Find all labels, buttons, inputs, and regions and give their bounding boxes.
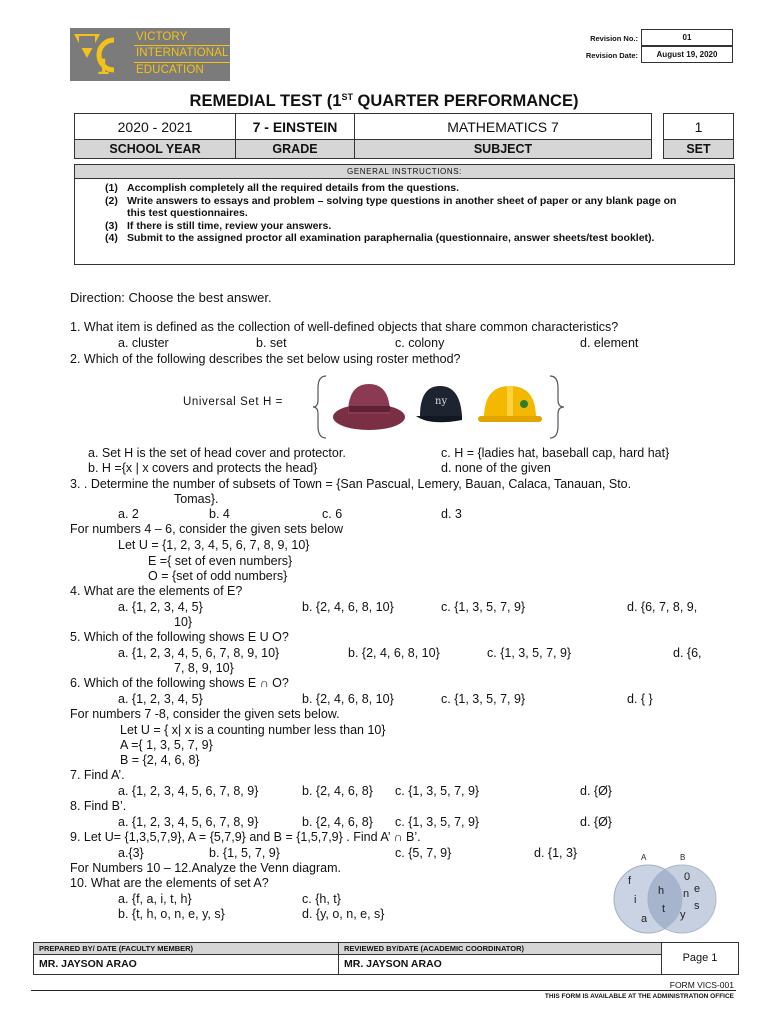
hard-hat-icon (478, 386, 542, 422)
q3-option-a: a. 2 (118, 507, 139, 521)
question-8: 8. Find B’. (70, 799, 127, 813)
logo-text (134, 28, 230, 81)
revision-date-value: August 19, 2020 (641, 46, 733, 63)
set-u-2: Let U = { x| x is a counting number less than 10} (120, 723, 386, 737)
set-value: 1 (663, 113, 734, 140)
logo-digit: 1 (97, 54, 110, 79)
instruction-item: (1) Accomplish completely all the required details from the questions. (105, 182, 459, 194)
page-title: REMEDIAL TEST (1ST QUARTER PERFORMANCE) (189, 92, 579, 110)
venn-element: n (683, 888, 690, 900)
prepared-by-name: MR. JAYSON ARAO (39, 958, 137, 970)
set-a: A ={ 1, 3, 5, 7, 9} (120, 738, 213, 752)
q5-option-c: c. {1, 3, 5, 7, 9} (487, 646, 572, 660)
question-2: 2. Which of the following describes the set below using roster method? (70, 352, 461, 366)
question-1: 1. What item is defined as the collection of well-defined objects that share common characteristics? (70, 320, 619, 334)
q5-option-d-cont: 7, 8, 9, 10} (174, 661, 234, 675)
question-10: 10. What are the elements of set A? (70, 876, 269, 890)
q8-option-c: c. {1, 3, 5, 7, 9} (395, 815, 480, 829)
set-label: SET (663, 139, 734, 159)
venn-label-b: B (680, 853, 686, 862)
q1-option-b: b. set (256, 336, 287, 350)
q7-option-d: d. {Ø} (580, 784, 612, 798)
logo-mark-icon (70, 28, 134, 81)
venn-element: t (662, 903, 666, 915)
venn-diagram (608, 848, 728, 940)
set-o: O = {set of odd numbers} (148, 569, 288, 583)
q8-option-a: a. {1, 2, 3, 4, 5, 6, 7, 8, 9} (118, 815, 259, 829)
q5-option-d: d. {6, (673, 646, 702, 660)
q4-option-a: a. {1, 2, 3, 4, 5} (118, 600, 203, 614)
revision-no-value: 01 (641, 29, 733, 46)
set-b: B = {2, 4, 6, 8} (120, 753, 200, 767)
universal-set-label: Universal Set H = (183, 396, 283, 408)
q4-option-c: c. {1, 3, 5, 7, 9} (441, 600, 526, 614)
logo-line: EDUCATION (136, 63, 204, 76)
question-5: 5. Which of the following shows E U O? (70, 630, 289, 644)
instruction-item: (2) Write answers to essays and problem – solving type questions in another sheet of paper or any blank page on this test questionnaires. (105, 194, 677, 220)
question-4: 4. What are the elements of E? (70, 584, 243, 598)
sets-intro-4-6: For numbers 4 – 6, consider the given sets below (70, 522, 344, 536)
revision-date-label: Revision Date: (585, 51, 638, 60)
q9-option-a: a.{3} (118, 846, 144, 860)
svg-text:ny: ny (435, 396, 448, 407)
hats-set-figure (312, 374, 568, 440)
q3-option-b: b. 4 (209, 507, 230, 521)
q5-option-a: a. {1, 2, 3, 4, 5, 6, 7, 8, 9, 10} (118, 646, 280, 660)
q6-option-a: a. {1, 2, 3, 4, 5} (118, 692, 203, 706)
logo-line: INTERNATIONAL (134, 46, 230, 62)
venn-element: a (641, 913, 648, 925)
q3-option-c: c. 6 (322, 507, 343, 521)
school-year-value: 2020 - 2021 (74, 113, 236, 140)
q2-option-d: d. none of the given (441, 461, 551, 475)
form-code: FORM VICS-001 (669, 980, 734, 990)
reviewed-by-label: REVIEWED BY/DATE (ACADEMIC COORDINATOR) (339, 943, 661, 955)
q5-option-b: b. {2, 4, 6, 8, 10} (348, 646, 440, 660)
venn-element: 0 (684, 871, 691, 883)
page-number: Page 1 (661, 942, 739, 975)
subject-label: SUBJECT (354, 139, 652, 159)
q7-option-a: a. {1, 2, 3, 4, 5, 6, 7, 8, 9} (118, 784, 259, 798)
q1-option-c: c. colony (395, 336, 445, 350)
venn-element: y (680, 909, 686, 921)
form-availability-note: THIS FORM IS AVAILABLE AT THE ADMINISTRATION OFFICE (544, 993, 734, 1000)
logo-line: VICTORY (134, 30, 230, 46)
q9-option-c: c. {5, 7, 9} (395, 846, 452, 860)
q6-option-c: c. {1, 3, 5, 7, 9} (441, 692, 526, 706)
set-u: Let U = {1, 2, 3, 4, 5, 6, 7, 8, 9, 10} (118, 538, 310, 552)
reviewed-by-name: MR. JAYSON ARAO (344, 958, 442, 970)
baseball-cap-icon (416, 386, 462, 422)
q9-option-d: d. {1, 3} (534, 846, 578, 860)
venn-intro: For Numbers 10 – 12.Analyze the Venn diagram. (70, 861, 341, 875)
q4-option-b: b. {2, 4, 6, 8, 10} (302, 600, 394, 614)
revision-no-label: Revision No.: (590, 34, 638, 43)
venn-element: f (628, 875, 632, 887)
footer-divider (31, 990, 736, 991)
school-year-label: SCHOOL YEAR (74, 139, 236, 159)
instruction-item: (4) Submit to the assigned proctor all examination paraphernalia (questionnaire, answer sheets/test booklet). (105, 232, 655, 245)
grade-value: 7 - EINSTEIN (235, 113, 355, 140)
q6-option-d: d. { } (627, 692, 653, 706)
venn-element: i (634, 894, 637, 906)
question-6: 6. Which of the following shows E ∩ O? (70, 676, 289, 690)
q2-option-b: b. H ={x | x covers and protects the head} (88, 461, 318, 475)
school-logo (70, 28, 230, 81)
question-9: 9. Let U= {1,3,5,7,9}, A = {5,7,9} and B = {1,5,7,9} . Find A’ ∩ B’. (70, 830, 421, 844)
q7-option-b: b. {2, 4, 6, 8} (302, 784, 373, 798)
prepared-by-label: PREPARED BY/ DATE (FACULTY MEMBER) (34, 943, 338, 955)
venn-element: s (694, 900, 700, 912)
instructions-heading: GENERAL INSTRUCTIONS: (75, 165, 734, 179)
reviewed-by-cell (338, 942, 662, 975)
sets-intro-7-8: For numbers 7 -8, consider the given sets below. (70, 707, 340, 721)
venn-label-a: A (641, 853, 647, 862)
question-3: 3. . Determine the number of subsets of Town = {San Pascual, Lemery, Bauan, Calaca, Tanauan, Sto. (70, 477, 632, 491)
venn-element: h (658, 885, 665, 897)
set-e: E ={ set of even numbers} (148, 554, 293, 568)
q8-option-b: b. {2, 4, 6, 8} (302, 815, 373, 829)
q8-option-d: d. {Ø} (580, 815, 612, 829)
q7-option-c: c. {1, 3, 5, 7, 9} (395, 784, 480, 798)
q6-option-b: b. {2, 4, 6, 8, 10} (302, 692, 394, 706)
q2-option-a: a. Set H is the set of head cover and protector. (88, 446, 346, 460)
q3-option-d: d. 3 (441, 507, 462, 521)
q1-option-d: d. element (580, 336, 639, 350)
subject-value: MATHEMATICS 7 (354, 113, 652, 140)
q10-option-c: c. {h, t} (302, 892, 341, 906)
q4-option-d: d. {6, 7, 8, 9, (627, 600, 698, 614)
q1-option-a: a. cluster (118, 336, 169, 350)
question-3-cont: Tomas}. (174, 492, 219, 506)
general-instructions (74, 164, 735, 265)
grade-label: GRADE (235, 139, 355, 159)
prepared-by-cell (33, 942, 339, 975)
q10-option-d: d. {y, o, n, e, s} (302, 907, 385, 921)
q4-option-d-cont: 10} (174, 615, 193, 629)
direction: Direction: Choose the best answer. (70, 290, 272, 305)
instruction-item: (3) If there is still time, review your answers. (105, 219, 332, 232)
venn-element: e (694, 883, 701, 895)
ladies-hat-icon (333, 384, 405, 430)
question-7: 7. Find A’. (70, 768, 125, 782)
q2-option-c: c. H = {ladies hat, baseball cap, hard hat} (441, 446, 670, 460)
q10-option-a: a. {f, a, i, t, h} (118, 892, 192, 906)
q9-option-b: b. {1, 5, 7, 9} (209, 846, 280, 860)
q10-option-b: b. {t, h, o, n, e, y, s} (118, 907, 225, 921)
